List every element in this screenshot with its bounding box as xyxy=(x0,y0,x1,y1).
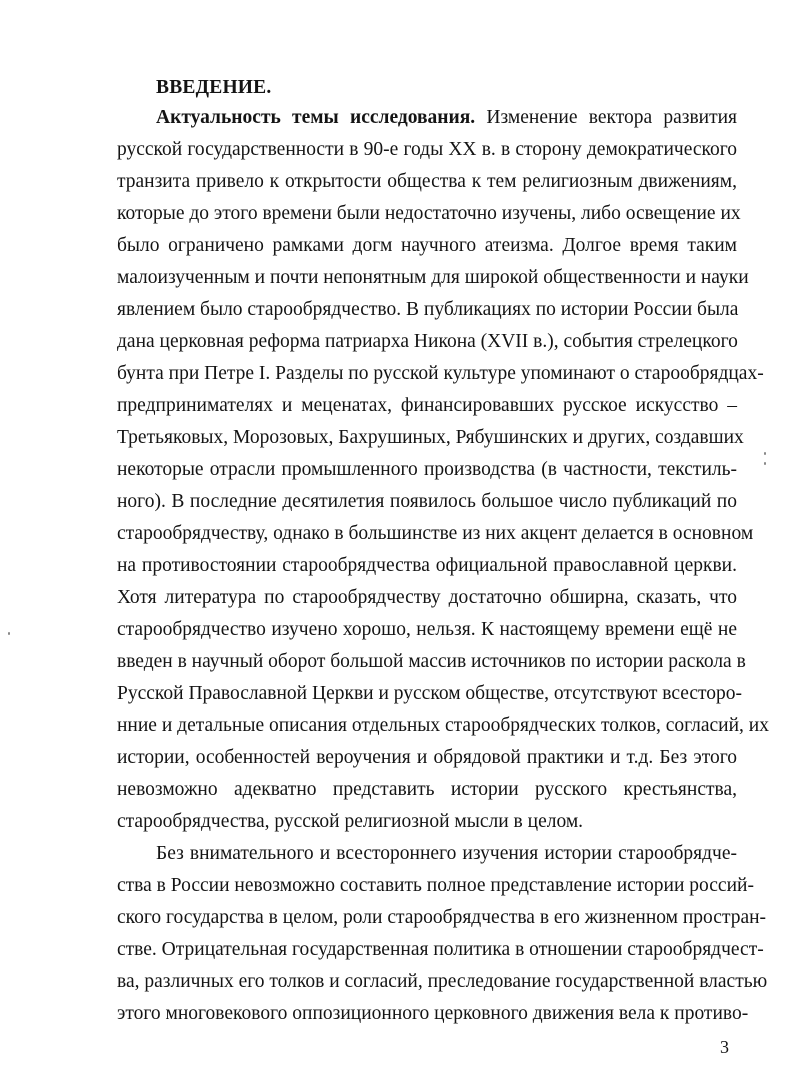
paragraph-line: старообрядчество изучено хорошо, нельзя. К настоящему времени ещё не xyxy=(117,619,737,640)
paragraph-line xyxy=(156,106,737,130)
paragraph-line: транзита привело к открытости общества к тем религиозным движениям, xyxy=(117,171,737,192)
scan-speck xyxy=(8,632,10,635)
paragraph-line: стве. Отрицательная государственная политика в отношении старообрядчест- xyxy=(117,939,764,960)
paragraph-line: русской государственности в 90-е годы XX в. в сторону демократического xyxy=(117,139,737,160)
page-number: 3 xyxy=(720,1037,729,1057)
scan-speck xyxy=(764,452,766,455)
paragraph-line: было ограничено рамками догм научного атеизма. Долгое время таким xyxy=(117,235,737,256)
paragraph-line-text: Изменение вектора развития xyxy=(486,107,738,128)
paragraph-line: невозможно адекватно представить истории русского крестьянства, xyxy=(117,779,737,800)
paragraph-line: ского государства в целом, роли старообрядчества в его жизненном простран- xyxy=(117,907,767,928)
paragraph-line: Третьяковых, Морозовых, Бахрушиных, Рябушинских и других, создавших xyxy=(117,427,744,448)
paragraph-line: ства в России невозможно составить полное представление истории россий- xyxy=(117,875,754,896)
paragraph-line: некоторые отрасли промышленного производства (в частности, текстиль- xyxy=(117,459,737,480)
paragraph-line: явлением было старообрядчество. В публикациях по истории России была xyxy=(117,299,739,320)
paragraph-line: этого многовекового оппозиционного церковного движения вела к противо- xyxy=(117,1003,749,1024)
paragraph-line: введен в научный оборот большой массив источников по истории раскола в xyxy=(117,651,746,672)
paragraph-lead: Актуальность темы исследования. xyxy=(156,107,476,128)
paragraph-line: Русской Православной Церкви и русском обществе, отсутствуют всесторо- xyxy=(117,683,743,704)
paragraph-line: которые до этого времени были недостаточно изучены, либо освещение их xyxy=(117,203,741,224)
paragraph-line: старообрядчеству, однако в большинстве из них акцент делается в основном xyxy=(117,523,754,544)
paragraph-line: на противостоянии старообрядчества официальной православной церкви. xyxy=(117,555,737,576)
paragraph-line: ва, различных его толков и согласий, преследование государственной властью xyxy=(117,971,768,992)
paragraph-line: ного). В последние десятилетия появилось большое число публикаций по xyxy=(117,491,737,512)
paragraph-line: Хотя литература по старообрядчеству достаточно обширна, сказать, что xyxy=(117,587,737,608)
paragraph-line: предпринимателях и меценатах, финансировавших русское искусство – xyxy=(117,395,737,416)
paragraph-line: старообрядчества, русской религиозной мысли в целом. xyxy=(117,811,584,832)
scan-speck xyxy=(764,462,766,465)
paragraph-line: истории, особенностей вероучения и обрядовой практики и т.д. Без этого xyxy=(117,747,737,768)
paragraph-line: дана церковная реформа патриарха Никона (XVII в.), события стрелецкого xyxy=(117,331,738,352)
paragraph-line: бунта при Петре I. Разделы по русской культуре упоминают о старообрядцах- xyxy=(117,363,764,384)
paragraph-line: Без внимательного и всестороннего изучения истории старообрядче- xyxy=(156,843,737,864)
section-heading: ВВЕДЕНИЕ. xyxy=(156,77,272,98)
paragraph-line: нние и детальные описания отдельных старообрядческих толков, согласий, их xyxy=(117,715,769,736)
paragraph-line: малоизученным и почти непонятным для широкой общественности и науки xyxy=(117,267,749,288)
